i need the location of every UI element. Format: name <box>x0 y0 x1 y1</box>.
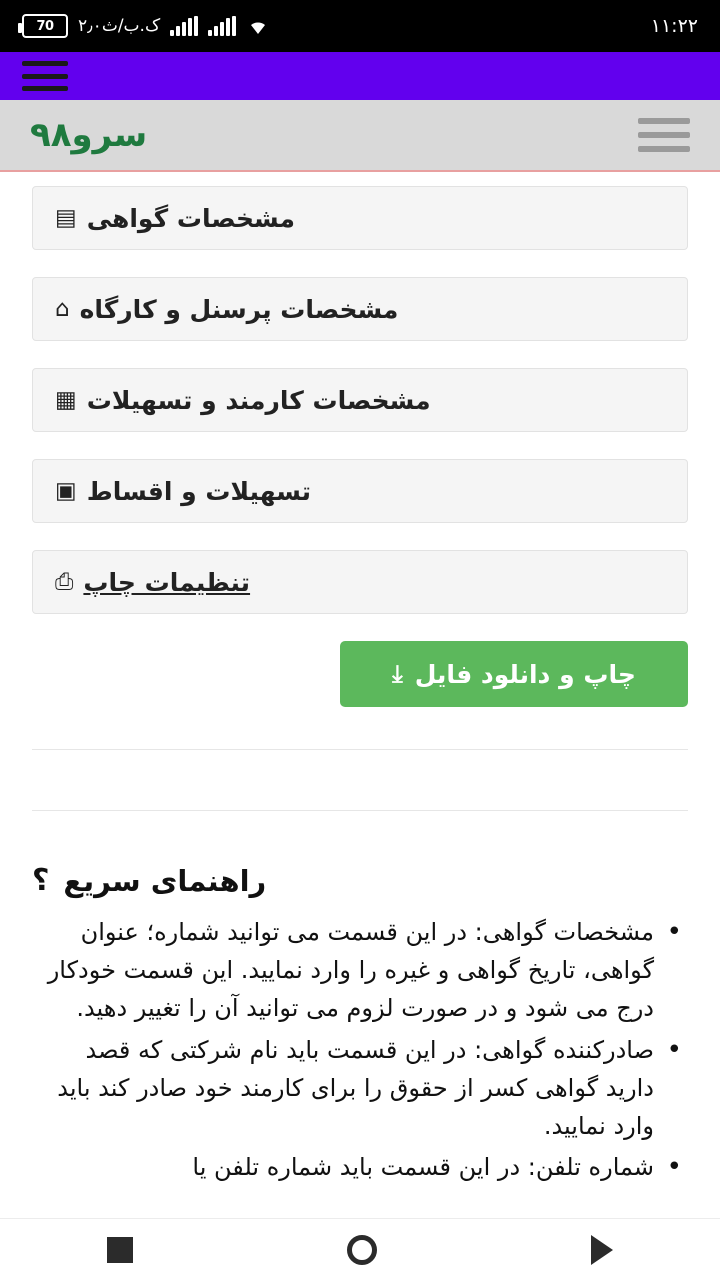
app-header <box>0 100 720 172</box>
bank-icon: ▦ <box>55 386 77 413</box>
system-bar <box>0 52 720 100</box>
clock-label: ۱۱:۲۲ <box>650 15 698 37</box>
home-icon: ⌂ <box>55 295 70 322</box>
section-label: تنظیمات چاپ <box>83 567 251 597</box>
divider-2 <box>32 810 688 811</box>
divider-1 <box>32 749 688 750</box>
print-download-button[interactable] <box>340 641 688 707</box>
list-item: • صادرکننده گواهی: در این قسمت باید نام شرکتی که قصد دارید گواهی کسر از حقوق را برای کارمند خود صادر کند باید وارد نمایید. <box>32 1032 688 1146</box>
download-icon: ⤓ <box>392 660 403 688</box>
section-print-settings[interactable] <box>32 550 688 614</box>
status-bar <box>0 0 720 52</box>
hamburger-menu-icon[interactable] <box>22 61 68 91</box>
section-label: تسهیلات و اقساط <box>86 476 312 506</box>
battery-percent-label: 70 <box>36 18 54 34</box>
printer-icon: ⎙ <box>55 568 74 595</box>
section-facilities-installments[interactable] <box>32 459 688 523</box>
section-label: مشخصات کارمند و تسهیلات <box>86 385 431 415</box>
brand-number: ۹۸ <box>30 115 72 155</box>
section-certificate-details[interactable] <box>32 186 688 250</box>
signal-icon-2 <box>208 16 236 36</box>
section-label: مشخصات گواهی <box>86 203 295 233</box>
main-content <box>0 172 720 1218</box>
app-logo <box>30 115 147 155</box>
quick-guide-header <box>32 863 688 898</box>
data-rate-label: ۲٫۰ک.ب/ث <box>78 16 161 36</box>
signal-icon-1 <box>170 16 198 36</box>
status-bar-left <box>22 14 270 38</box>
brand-text: سرو <box>71 115 148 155</box>
question-mark-icon: ؟ <box>32 863 50 898</box>
wifi-icon <box>246 16 270 36</box>
list-item: • مشخصات گواهی: در این قسمت می توانید شماره؛ عنوان گواهی، تاریخ گواهی و غیره را وارد نمایید. این قسمت خودکار درج می شود و در صورت لزوم می توانید آن را تغییر دهید. <box>32 914 688 1028</box>
section-label: مشخصات پرسنل و کارگاه <box>79 294 399 324</box>
android-navigation-bar <box>0 1218 720 1280</box>
status-bar-right <box>651 15 698 37</box>
battery-icon <box>22 14 68 38</box>
app-hamburger-menu-icon[interactable] <box>638 118 690 152</box>
book-icon: ▤ <box>55 204 77 231</box>
back-triangle-icon[interactable] <box>591 1235 613 1265</box>
recents-square-icon[interactable] <box>107 1237 133 1263</box>
print-download-label: چاپ و دانلود فایل <box>414 659 636 689</box>
home-circle-icon[interactable] <box>347 1235 377 1265</box>
quick-guide-title: راهنمای سریع <box>63 863 267 898</box>
quick-guide-list <box>32 914 688 1187</box>
list-item: • شماره تلفن: در این قسمت باید شماره تلفن یا <box>32 1149 688 1187</box>
section-personnel-workshop[interactable] <box>32 277 688 341</box>
money-icon: ▣ <box>55 477 77 504</box>
section-employee-facilities[interactable] <box>32 368 688 432</box>
